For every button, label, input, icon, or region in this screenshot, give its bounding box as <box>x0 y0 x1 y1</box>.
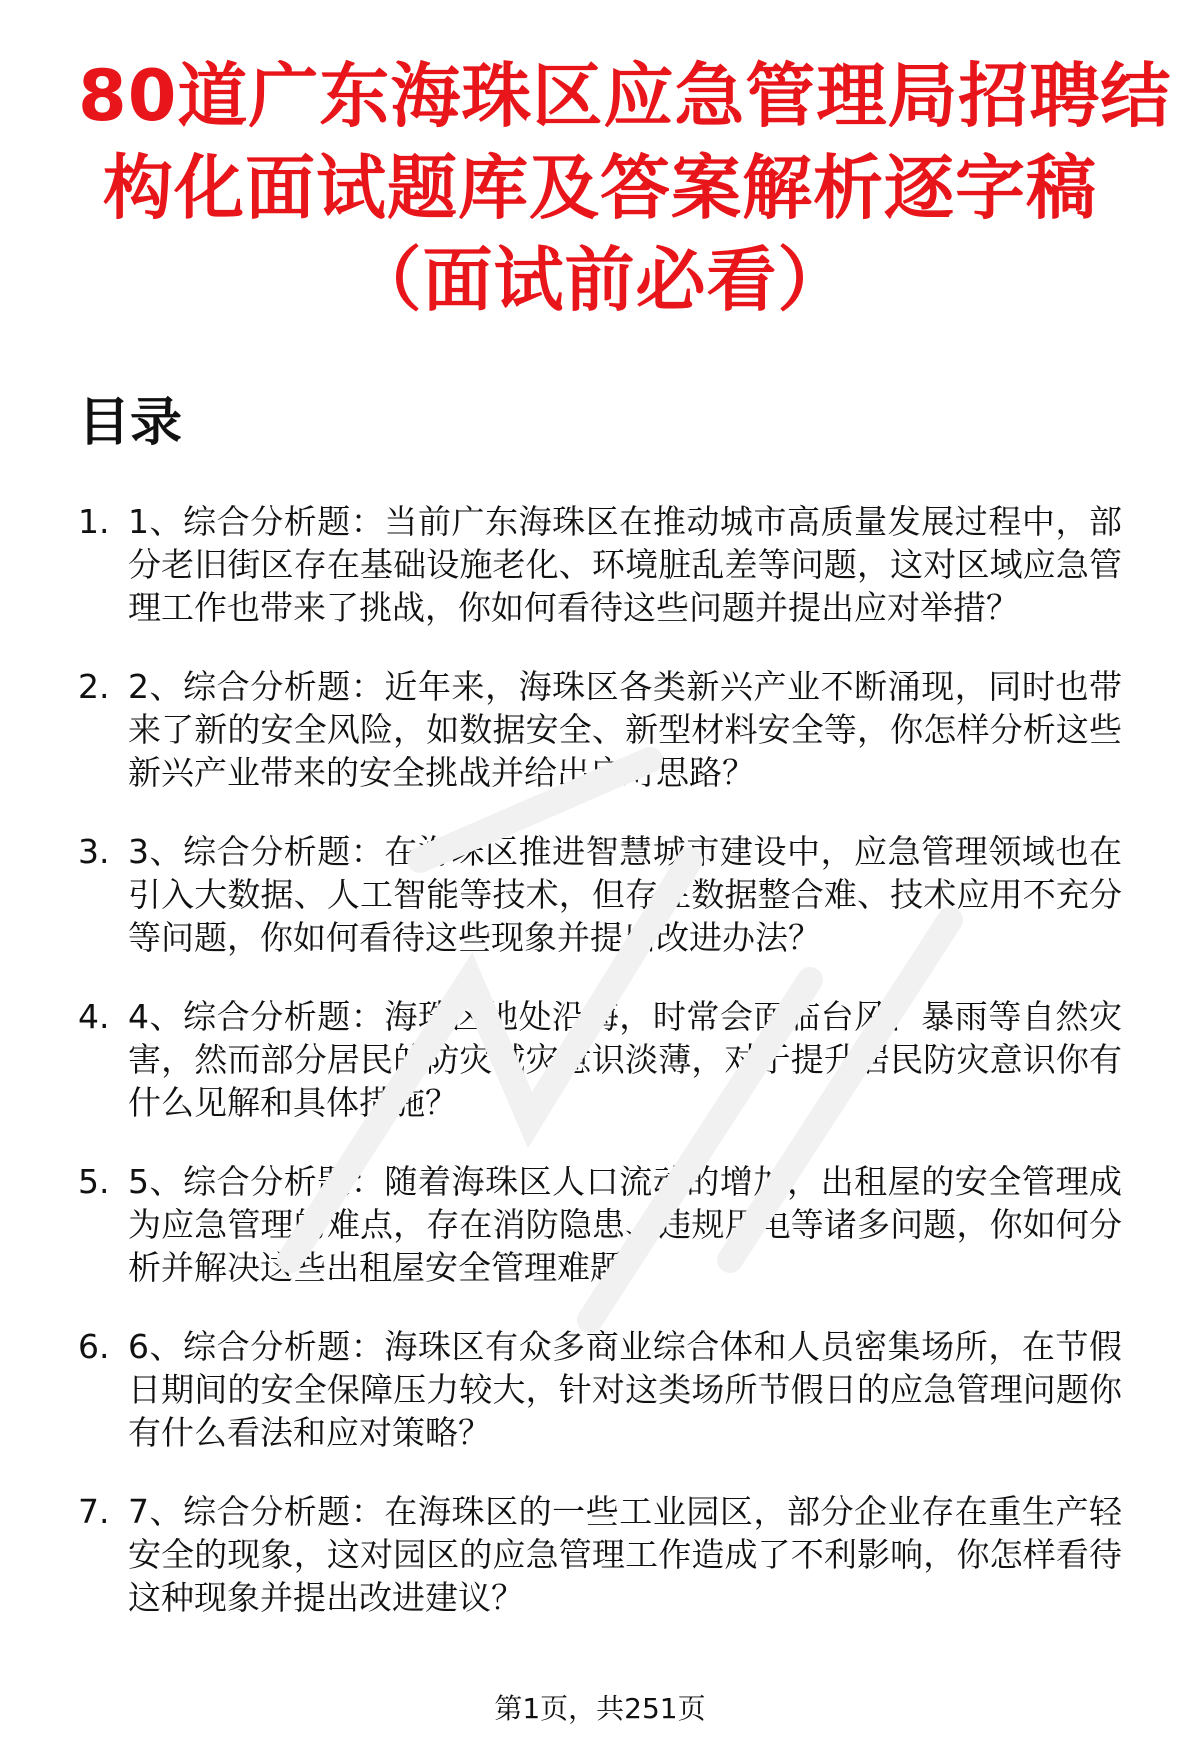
title-line-3: （面试前必看） <box>351 239 849 321</box>
toc-item-number: 7. <box>78 1492 110 1531</box>
toc-item-number: 3. <box>78 832 110 871</box>
document-title <box>78 0 1172 326</box>
toc-item-1[interactable] <box>78 500 1122 629</box>
toc-list <box>78 500 1122 1619</box>
toc-item-3[interactable] <box>78 830 1122 959</box>
toc-item-number: 6. <box>78 1327 110 1366</box>
toc-item-4[interactable] <box>78 995 1122 1124</box>
toc-item-number: 5. <box>78 1162 110 1201</box>
toc-heading: 目录 <box>78 393 183 453</box>
toc-item-text: 7、综合分析题：在海珠区的一些工业园区，部分企业存在重生产轻安全的现象，这对园区的应急管理工作造成了不利影响，你怎样看待这种现象并提出改进建议？ <box>128 1492 1122 1617</box>
toc-item-text: 6、综合分析题：海珠区有众多商业综合体和人员密集场所，在节假日期间的安全保障压力较大，针对这类场所节假日的应急管理问题你有什么看法和应对策略？ <box>128 1327 1122 1452</box>
toc-item-7[interactable] <box>78 1490 1122 1619</box>
toc-item-text: 4、综合分析题：海珠区地处沿海，时常会面临台风、暴雨等自然灾害，然而部分居民的防灾减灾意识淡薄，对于提升居民防灾意识你有什么见解和具体措施？ <box>128 997 1122 1122</box>
toc-item-text: 5、综合分析题：随着海珠区人口流动的增加，出租屋的安全管理成为应急管理的难点，存在消防隐患、违规用电等诸多问题，你如何分析并解决这些出租屋安全管理难题？ <box>128 1162 1122 1287</box>
toc-item-number: 4. <box>78 997 110 1036</box>
toc-item-number: 1. <box>78 502 110 541</box>
toc-item-5[interactable] <box>78 1160 1122 1289</box>
toc-item-number: 2. <box>78 667 110 706</box>
toc-item-text: 2、综合分析题：近年来，海珠区各类新兴产业不断涌现，同时也带来了新的安全风险，如数据安全、新型材料安全等，你怎样分析这些新兴产业带来的安全挑战并给出应对思路？ <box>128 667 1122 792</box>
page-footer: 第1页，共251页 <box>494 1692 706 1725</box>
toc-item-2[interactable] <box>78 665 1122 794</box>
title-line-1: 80道广东海珠区应急管理局招聘结 <box>78 55 1172 137</box>
toc-item-text: 1、综合分析题：当前广东海珠区在推动城市高质量发展过程中，部分老旧街区存在基础设施老化、环境脏乱差等问题，这对区域应急管理工作也带来了挑战，你如何看待这些问题并提出应对举措？ <box>128 502 1122 627</box>
toc-item-6[interactable] <box>78 1325 1122 1454</box>
title-line-2: 构化面试题库及答案解析逐字稿 <box>103 147 1097 229</box>
toc-item-text: 3、综合分析题：在海珠区推进智慧城市建设中，应急管理领域也在引入大数据、人工智能等技术，但存在数据整合难、技术应用不充分等问题，你如何看待这些现象并提出改进办法？ <box>128 832 1122 957</box>
